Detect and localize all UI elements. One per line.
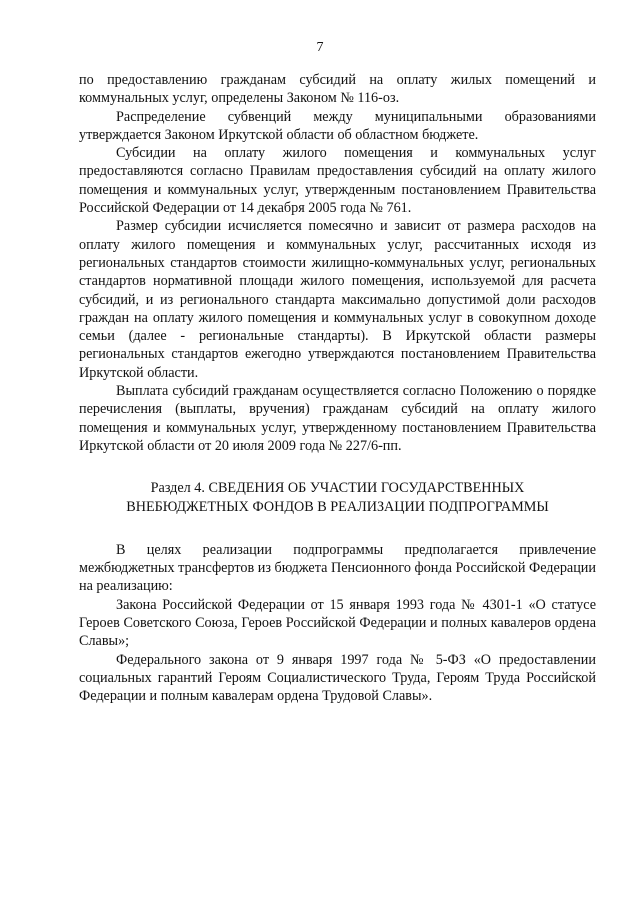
paragraph: Выплата субсидий гражданам осуществляется согласно Положению о порядке перечисления (выплаты, вручения) гражданам субсидий на оплату жилого помещения и коммунальных услуг, утвержденному постановлением Правительства Иркутской области от 20 июля 2009 года № 227/6-пп. [79,383,596,454]
section-heading [79,479,596,516]
paragraph: Размер субсидии исчисляется помесячно и зависит от размера расходов на оплату жилого помещения и коммунальных услуг, рассчитанных исходя из региональных стандартов стоимости жилищно-коммунальных услуг, региональных стандартов нормативной площади жилого помещения, используемой для расчета субсидий, и из регионального стандарта максимально допустимой доли расходов граждан на оплату жилого помещения и коммунальных услуг в совокупном доходе семьи (далее - региональные стандарты). В Иркутской области размеры региональных стандартов ежегодно утверждаются постановлением Правительства Иркутской области. [79,218,596,381]
paragraph: по предоставлению гражданам субсидий на оплату жилых помещений и коммунальных услуг, определены Законом № 116-оз. [79,72,596,107]
paragraph: В целях реализации подпрограммы предполагается привлечение межбюджетных трансфертов из бюджета Пенсионного фонда Российской Федерации на реализацию: [79,541,596,595]
section-heading-line: ВНЕБЮДЖЕТНЫХ ФОНДОВ В РЕАЛИЗАЦИИ ПОДПРОГРАММЫ [126,498,549,515]
paragraph: Субсидии на оплату жилого помещения и коммунальных услуг предоставляются согласно Правилам предоставления субсидий на оплату жилого помещения и коммунальных услуг, утвержденным постановлением Правительства Российской Федерации от 14 декабря 2005 года № 761. [79,145,596,217]
paragraph: Федерального закона от 9 января 1997 года № 5-ФЗ «О предоставлении социальных гарантий Героям Социалистического Труда, Героям Труда Российской Федерации и полным кавалерам ордена Трудовой Славы». [79,651,596,705]
section-heading-line: Раздел 4. СВЕДЕНИЯ ОБ УЧАСТИИ ГОСУДАРСТВЕННЫХ [150,480,525,497]
document-body [79,71,596,706]
paragraph: Закона Российской Федерации от 15 января 1993 года № 4301-1 «О статусе Героев Советского Союза, Героев Российской Федерации и полных кавалеров ордена Славы»; [79,596,596,650]
paragraph: Распределение субвенций между муниципальными образованиями утверждается Законом Иркутской области об областном бюджете. [79,108,596,143]
page-number: 7 [316,40,324,55]
